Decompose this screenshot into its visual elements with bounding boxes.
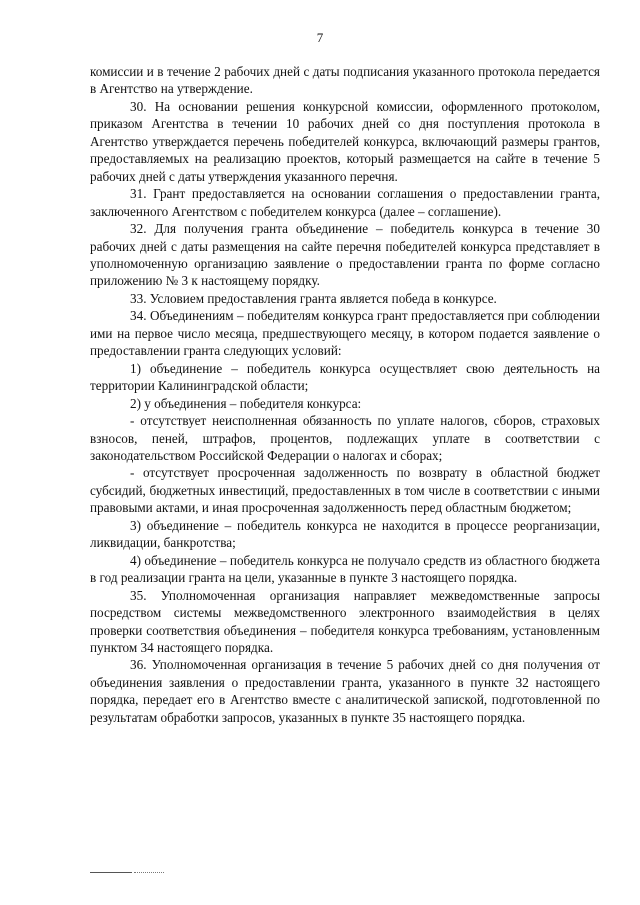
paragraph-34-item-1: 1) объединение – победитель конкурса осуществляет свою деятельность на территории Калининградской области; bbox=[90, 360, 600, 394]
page-number: 7 bbox=[316, 30, 324, 45]
paragraph-33: 33. Условием предоставления гранта является победа в конкурсе. bbox=[130, 290, 497, 306]
paragraph-34-item-2-sub-1: - отсутствует неисполненная обязанность по уплате налогов, сборов, страховых взносов, пеней, штрафов, процентов, подлежащих уплате в соответствии с законодательством Российской Федерации о налогах и сборах; bbox=[90, 413, 600, 463]
paragraph-34-item-4: 4) объединение – победитель конкурса не получало средств из областного бюджета в год реализации гранта на цели, указанные в пункте 3 настоящего порядка. bbox=[90, 552, 600, 586]
paragraph-36: 36. Уполномоченная организация в течение 5 рабочих дней со дня получения от объединения заявления о предоставлении гранта, указанного в пункте 32 настоящего порядка, передает его в Агентство вместе с аналитической запиской, подготовленной по результатам обработки запросов, указанных в пункте 35 настоящего порядка. bbox=[90, 657, 600, 725]
paragraph-34-item-3: 3) объединение – победитель конкурса не находится в процессе реорганизации, ликвидации, банкротства; bbox=[90, 517, 600, 551]
paragraph-34: 34. Объединениям – победителям конкурса грант предоставляется при соблюдении ими на первое число месяца, предшествующего месяцу, в котором подается заявление о предоставлении гранта следующих условий: bbox=[90, 308, 600, 359]
document-body bbox=[90, 63, 600, 726]
paragraph-35: 35. Уполномоченная организация направляет межведомственные запросы посредством системы межведомственного электронного взаимодействия в целях проверки соответствия объединения – победителя конкурса требованиям, установленным пунктом 34 настоящего порядка. bbox=[90, 587, 600, 655]
paragraph-30: 30. На основании решения конкурсной комиссии, оформленного протоколом, приказом Агентства в течении 10 рабочих дней со дня поступления протокола в Агентство утверждается перечень победителей конкурса, включающий размеры грантов, предоставляемых на реализацию проектов, который размещается на сайте в течение 5 рабочих дней с даты утверждения указанного перечня. bbox=[90, 98, 600, 184]
paragraph-31: 31. Грант предоставляется на основании соглашения о предоставлении гранта, заключенного Агентством с победителем конкурса (далее – соглашение). bbox=[90, 186, 600, 219]
paragraph-32: 32. Для получения гранта объединение – победитель конкурса в течение 30 рабочих дней с даты размещения на сайте перечня победителей конкурса представляет в уполномоченную организацию заявление о предоставлении гранта по форме согласно приложению № 3 к настоящему порядку. bbox=[90, 221, 600, 289]
paragraph-continuation: комиссии и в течение 2 рабочих дней с даты подписания указанного протокола передается в Агентство на утверждение. bbox=[90, 64, 600, 97]
paragraph-34-item-2-sub-2: - отсутствует просроченная задолженность по возврату в областной бюджет субсидий, бюджетных инвестиций, предоставленных в том числе в соответствии с иными правовыми актами, и иная просроченная задолженность перед областным бюджетом; bbox=[90, 465, 600, 516]
footer-dotted-mark bbox=[134, 872, 164, 874]
paragraph-34-item-2: 2) у объединения – победителя конкурса: bbox=[130, 395, 362, 411]
footer-divider bbox=[90, 872, 132, 873]
